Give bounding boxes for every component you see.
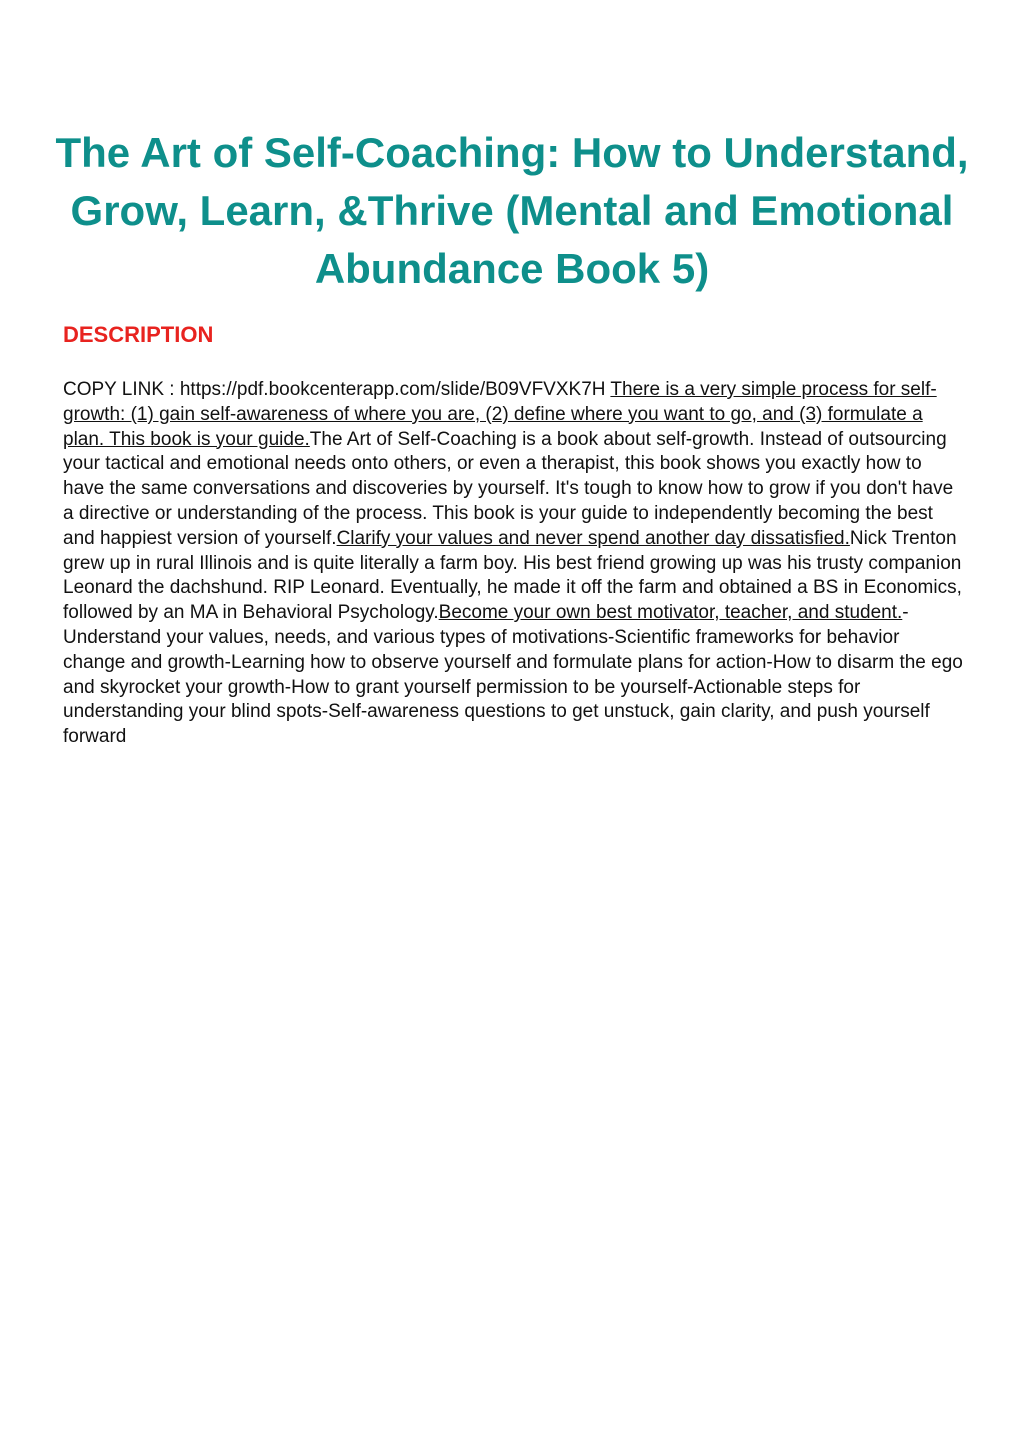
book-title: The Art of Self-Coaching: How to Understand, Grow, Learn, &Thrive (Mental and Emotional Abundance Book 5) xyxy=(55,129,969,292)
tagline-motivator-link[interactable]: Become your own best motivator, teacher, and student. xyxy=(438,602,903,624)
tagline-clarify-values-link[interactable]: Clarify your values and never spend another day dissatisfied. xyxy=(336,527,850,549)
author-bio-paragraph: Nick Trenton grew up in rural Illinois and is quite literally a farm boy. His best friend growing up was his trusty companion Leonard the dachshund. RIP Leonard. Eventually, he made it off the farm and obtained a BS in Economics, followed by an MA in Behavioral Psychology. xyxy=(63,527,962,624)
copy-link-text[interactable]: COPY LINK : https://pdf.bookcenterapp.com/slide/B09VFVXK7H xyxy=(63,379,606,400)
benefits-list-paragraph: -Understand your values, needs, and various types of motivations-Scientific frameworks for behavior change and growth-Learning how to observe yourself and formulate plans for action-How to disarm the ego and skyrocket your growth-How to grant yourself permission to be yourself-Actionable steps for understanding your blind spots-Self-awareness questions to get unstuck, gain clarity, and push yourself forward xyxy=(63,602,963,748)
description-heading: DESCRIPTION xyxy=(63,322,214,347)
description-body xyxy=(63,378,963,750)
tagline-self-growth-link[interactable]: There is a very simple process for self-growth: (1) gain self-awareness of where you are, (2) define where you want to go, and (3) formulate a plan. This book is your guide. xyxy=(63,379,937,450)
description-paragraph-1: The Art of Self-Coaching is a book about self-growth. Instead of outsourcing your tactical and emotional needs onto others, or even a therapist, this book shows you exactly how to have the same conversations and discoveries by yourself. It's tough to know how to grow if you don't have a directive or understanding of the process. This book is your guide to independently becoming the best and happiest version of yourself. xyxy=(63,428,954,549)
